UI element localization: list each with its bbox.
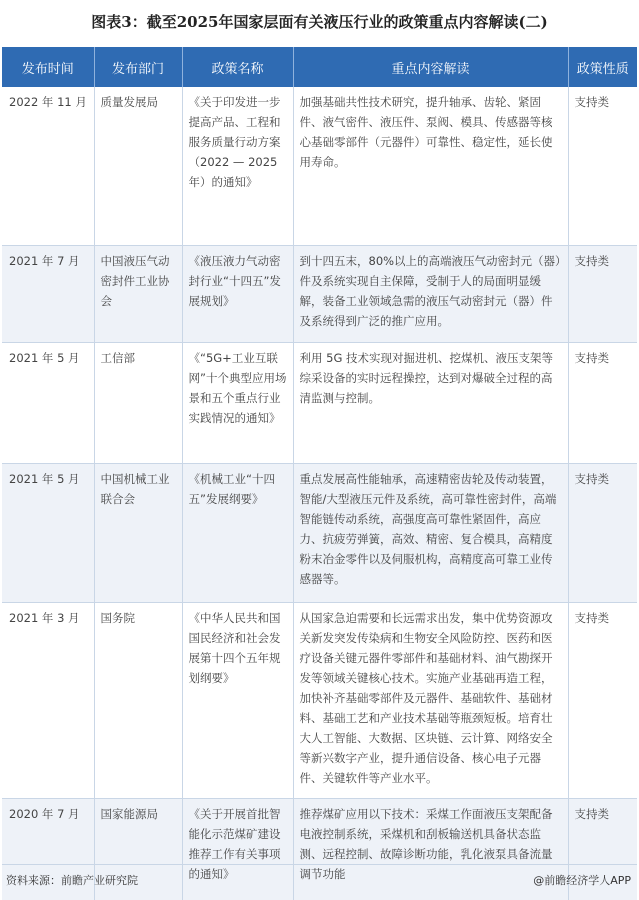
cell-release-time: 2021 年 5 月 xyxy=(2,342,94,463)
header-key-content: 重点内容解读 xyxy=(293,47,568,87)
cell-policy-nature: 支持类 xyxy=(574,253,609,268)
header-policy-nature: 政策性质 xyxy=(576,61,629,77)
cell-department: 工信部 xyxy=(94,342,182,463)
cell-department: 中国液压气动密封件工业协会 xyxy=(94,245,182,342)
cell-release-time: 2021 年 5 月 xyxy=(2,463,94,602)
cell-policy-nature: 支持类 xyxy=(574,806,609,821)
cell-release-time: 2021 年 3 月 xyxy=(2,602,94,798)
table-row xyxy=(2,342,637,463)
cell-key-content: 从国家急迫需要和长远需求出发，集中优势资源攻关新发突发传染病和生物安全风险防控、医药和医疗设备关键元器件零部件和基础材料、油气勘探开发等领域关键核心技术。实施产业基础再造工程，加快补齐基础零部件及元器件、基础软件、基础材料、基础工艺和产业技术基础等瓶颈短板。培育壮大人工智能、大数据、区块链、云计算、网络安全等新兴数字产业，提升通信设备、核心电子元器件、关键软件等产业水平。 xyxy=(293,602,568,798)
header-release-time: 发布时间 xyxy=(2,47,94,87)
header-department: 发布部门 xyxy=(94,47,182,87)
table-row xyxy=(2,87,637,245)
cell-key-content: 利用 5G 技术实现对掘进机、挖煤机、液压支架等综采设备的实时远程操控，达到对爆破全过程的高清监测与控制。 xyxy=(293,342,568,463)
cell-department: 质量发展局 xyxy=(94,87,182,245)
cell-policy-name: 《液压液力气动密封行业“十四五”发展规划》 xyxy=(182,245,293,342)
header-policy-name: 政策名称 xyxy=(182,47,293,87)
table-row xyxy=(2,245,637,342)
footer-divider xyxy=(2,864,637,865)
cell-policy-name: 《机械工业“十四五”发展纲要》 xyxy=(182,463,293,602)
cell-policy-name: 《关于印发进一步提高产品、工程和服务质量行动方案（2022 — 2025年）的通知》 xyxy=(182,87,293,245)
cell-key-content: 到十四五末，80%以上的高端液压气动密封元（器）件及系统实现自主保障，受制于人的局面明显缓解，装备工业领域急需的液压气动密封元（器）件及系统得到广泛的推广应用。 xyxy=(293,245,568,342)
cell-department: 国务院 xyxy=(94,602,182,798)
cell-release-time: 2021 年 7 月 xyxy=(2,245,94,342)
cell-key-content: 推荐煤矿应用以下技术：采煤工作面液压支架配备电液控制系统，采煤机和刮板输送机具备状态监测、远程控制、故障诊断功能，乳化液泵具备流量调节功能 xyxy=(293,798,568,900)
brand-credit: @前瞻经济学人APP xyxy=(533,874,631,887)
page-title: 图表3：截至2025年国家层面有关液压行业的政策重点内容解读(二) xyxy=(91,13,548,31)
cell-policy-nature: 支持类 xyxy=(574,350,609,365)
cell-release-time: 2022 年 11 月 xyxy=(2,87,94,245)
table-row xyxy=(2,602,637,798)
source-note: 资料来源：前瞻产业研究院 xyxy=(6,874,138,887)
cell-key-content: 重点发展高性能轴承，高速精密齿轮及传动装置，智能/大型液压元件及系统，高可靠性密封件，高端智能链传动系统，高强度高可靠性紧固件，高应力、抗疲劳弹簧，高效、精密、复合模具，高精度粉末冶金零件以及伺服机构，高精度高可靠工业传感器等。 xyxy=(293,463,568,602)
cell-release-time: 2020 年 7 月 xyxy=(2,798,94,900)
table-header-row xyxy=(2,47,637,87)
cell-policy-name: 《中华人民共和国国民经济和社会发展第十四个五年规划纲要》 xyxy=(182,602,293,798)
cell-policy-name: 《关于开展首批智能化示范煤矿建设推荐工作有关事项的通知》 xyxy=(182,798,293,900)
cell-policy-nature: 支持类 xyxy=(574,610,609,625)
cell-key-content: 加强基础共性技术研究，提升轴承、齿轮、紧固件、液气密件、液压件、泵阀、模具、传感器等核心基础零部件（元器件）可靠性、稳定性，延长使用寿命。 xyxy=(293,87,568,245)
cell-policy-nature: 支持类 xyxy=(574,471,609,486)
cell-policy-name: 《“5G+工业互联网”十个典型应用场景和五个重点行业实践情况的通知》 xyxy=(182,342,293,463)
footer xyxy=(6,872,631,892)
cell-policy-nature: 支持类 xyxy=(574,95,609,109)
table-row xyxy=(2,463,637,602)
cell-department: 中国机械工业联合会 xyxy=(94,463,182,602)
policy-table xyxy=(2,47,637,900)
cell-department: 国家能源局 xyxy=(94,798,182,900)
